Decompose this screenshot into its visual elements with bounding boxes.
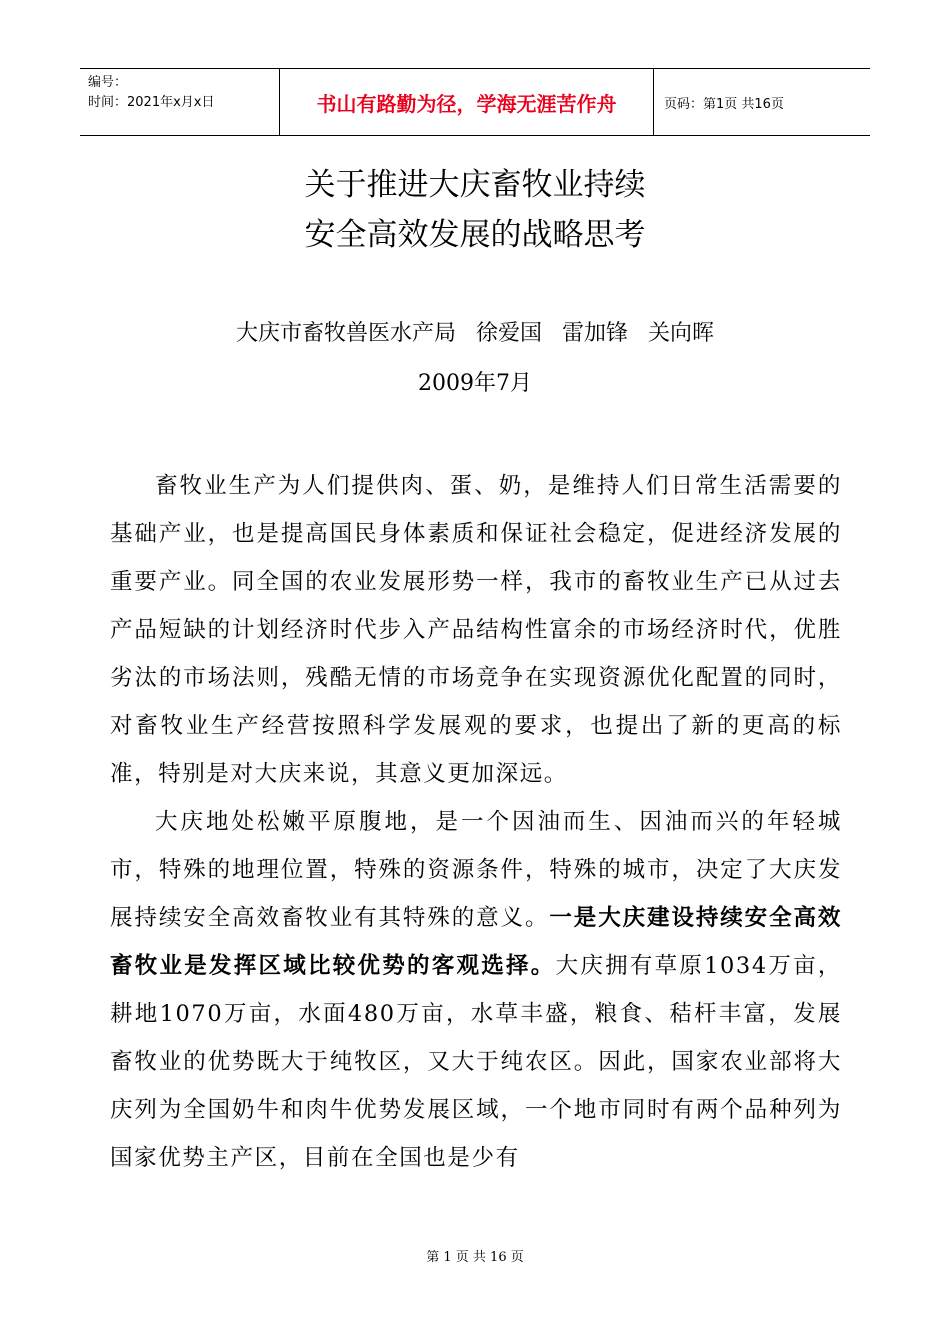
paragraph: 畜牧业生产为人们提供肉、蛋、奶，是维持人们日常生活需要的基础产业，也是提高国民身体素质和保证社会稳定，促进经济发展的重要产业。同全国的农业发展形势一样，我市的畜牧业生产已从过去产品短缺的计划经济时代步入产品结构性富余的市场经济时代，优胜劣汰的市场法则，残酷无情的市场竞争在实现资源优化配置的同时，对畜牧业生产经营按照科学发展观的要求，也提出了新的更高的标准，特别是对大庆来说，其意义更加深远。 xyxy=(110,473,842,787)
page-header xyxy=(80,68,870,136)
paragraph xyxy=(110,798,842,1182)
author-name: 关向晖 xyxy=(648,321,715,346)
title-line-1: 关于推进大庆畜牧业持续 xyxy=(304,167,646,203)
document-date: 2009年7月 xyxy=(418,371,532,396)
author-organization: 大庆市畜牧兽医水产局 xyxy=(235,321,456,346)
title-line-2: 安全高效发展的战略思考 xyxy=(304,217,646,253)
number-label: 编号： xyxy=(88,75,128,90)
paragraph-text: 大庆拥有草原1034万亩，耕地1070万亩，水面480万亩，水草丰盛，粮食、秸杆丰富，发展畜牧业的优势既大于纯牧区，又大于纯农区。因此，国家农业部将大庆列为全国奶牛和肉牛优势发展区域，一个地市同时有两个品种列为国家优势主产区，目前在全国也是少有 xyxy=(110,953,842,1171)
author-line xyxy=(0,314,950,354)
header-page-info: 页码：第1页 共16页 xyxy=(664,96,784,112)
document-title xyxy=(0,160,950,260)
header-meta xyxy=(80,69,280,135)
page-footer: 第 1 页 共 16 页 xyxy=(426,1250,524,1265)
author-name: 雷加锋 xyxy=(562,321,629,346)
document-body xyxy=(110,462,842,1182)
paragraph-text: 大庆地处松嫩平原腹地，是一个因油而生、因油而兴的年轻城市，特殊的地理位置，特殊的资源条件，特殊的城市，决定了大庆发展持续安全高效畜牧业有其特殊的意义。 xyxy=(110,809,842,931)
bold-statement: 一是大庆建设持续安全高效畜牧业是发挥区域比较优势的客观选择。 xyxy=(110,905,842,979)
header-motto: 书山有路勤为径，学海无涯苦作舟 xyxy=(280,69,654,135)
author-name: 徐爱国 xyxy=(475,321,542,346)
time-label: 时间：2021年x月x日 xyxy=(88,95,215,110)
